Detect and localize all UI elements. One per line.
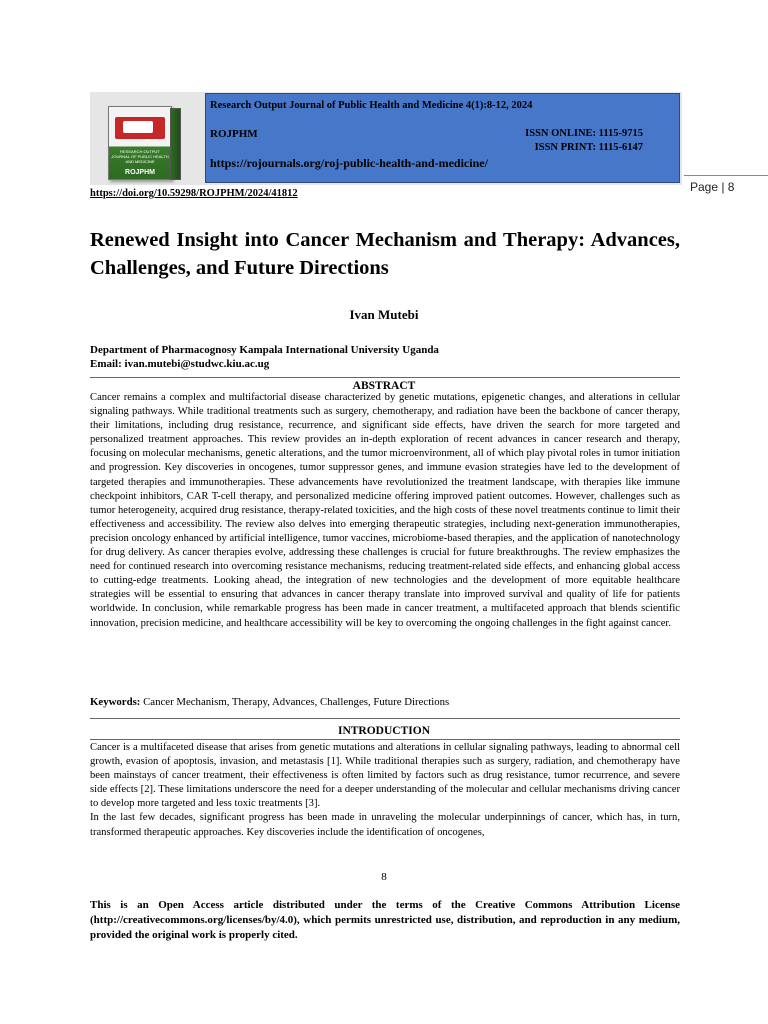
cover-title-text: RESEARCH OUTPUT JOURNAL OF PUBLIC HEALTH AND MEDICINE (111, 149, 169, 164)
affiliation-email: Email: ivan.mutebi@studwc.kiu.ac.ug (90, 358, 270, 370)
introduction-heading: INTRODUCTION (337, 725, 430, 737)
keywords-label: Keywords: (90, 696, 141, 708)
introduction-rule (90, 739, 680, 740)
page-number: 8 (381, 871, 387, 883)
author-name: Ivan Mutebi (349, 307, 419, 322)
introduction-paragraph-1: Cancer is a multifaceted disease that arises from genetic mutations and alterations in cellular signaling pathways, leading to abnormal cell growth, evasion of apoptosis, invasion, and metastasis [1]. While traditional therapies such as surgery, radiation, and chemotherapy have been mainstays of cancer treatment, their effectiveness is often limited by factors such as drug resistance, tumor recurrence, and severe side effects [2]. These limitations underscore the need for a deeper understanding of the molecular and cellular mechanisms driving cancer to develop more targeted and less toxic treatments [3]. (90, 742, 680, 810)
author-affiliation (90, 343, 439, 371)
cover-front (108, 106, 172, 180)
page-rule (684, 175, 768, 176)
issn-online: ISSN ONLINE: 1115-9715 (525, 128, 643, 139)
introduction-paragraph-2: In the last few decades, significant progress has been made in unraveling the molecular underpinnings of cancer, which has, in turn, transformed therapeutic approaches. Key discoveries include the identification of oncogenes, (90, 812, 680, 838)
abstract-bottom-rule (90, 718, 680, 719)
introduction-text (90, 741, 680, 840)
keywords-line (90, 696, 449, 708)
affiliation-department: Department of Pharmacognosy Kampala International University Uganda (90, 344, 439, 356)
keywords-list: Cancer Mechanism, Therapy, Advances, Challenges, Future Directions (140, 696, 450, 708)
abstract-text: Cancer remains a complex and multifactorial disease characterized by genetic mutations, epigenetic changes, and alterations in cellular signaling pathways. While traditional treatments such as surgery, chemotherapy, and radiation have been the backbone of cancer therapy, their limitations, including drug resistance, recurrence, and significant side effects, have driven the search for more targeted and personalized treatment approaches. This review provides an in-depth exploration of recent advances in cancer research and therapy, focusing on molecular mechanisms, genetic alterations, and the tumor microenvironment, all of which play pivotal roles in tumor initiation and progression. Key discoveries in oncogenes, tumor suppressor genes, and immune evasion strategies have led to the development of targeted therapies and immunotherapies. These advancements have revolutionized the treatment landscape, with therapies like immune checkpoint inhibitors, CAR T-cell therapy, and personalized medicine offering improved patient outcomes. However, challenges such as tumor heterogeneity, acquired drug resistance, therapy-related toxicities, and the high costs of these novel treatments continue to limit their effectiveness and accessibility. The review also delves into emerging therapeutic strategies, including next-generation immunotherapies, precision oncology enhanced by artificial intelligence, tumor vaccines, microbiome-based therapies, and the application of nanotechnology for drug delivery. As cancer therapies evolve, addressing these challenges is crucial for future breakthroughs. The review emphasizes the need for continued research into overcoming resistance mechanisms, reducing treatment-related side effects, and enhancing global access to cutting-edge treatments. Looking ahead, the integration of new technologies and the development of more equitable healthcare strategies will be essential to ensuring that advances in cancer therapy translate into improved survival and quality of life for patients worldwide. In conclusion, while remarkable progress has been made in cancer treatment, a multifaceted approach that blends scientific innovation, precision medicine, and healthcare accessibility will be key to overcoming the ongoing challenges in the fight against cancer. (90, 392, 680, 629)
doi-link[interactable]: https://doi.org/10.59298/ROJPHM/2024/41812 (90, 188, 298, 199)
paper-title: Renewed Insight into Cancer Mechanism and Therapy: Advances, Challenges, and Future Directions (90, 229, 680, 279)
cover-logo-text: ROJPHM (125, 169, 155, 176)
cover-spine (170, 108, 181, 180)
journal-url-link[interactable]: https://rojournals.org/roj-public-health-and-medicine/ (210, 156, 488, 170)
page-label: Page | 8 (690, 180, 735, 194)
cover-white-box (123, 121, 153, 133)
journal-info-box (205, 93, 680, 183)
journal-abbreviation: ROJPHM (210, 128, 258, 140)
license-note: This is an Open Access article distributed under the terms of the Creative Commons Attribution License (http://creativecommons.org/licenses/by/4.0), which permits unrestricted use, distribution, and reproduction in any medium, provided the original work is properly cited. (90, 899, 680, 941)
journal-name: Research Output Journal of Public Health and Medicine 4(1):8-12, 2024 (210, 100, 533, 111)
abstract-heading: ABSTRACT (352, 380, 416, 392)
issn-print: ISSN PRINT: 1115-6147 (534, 142, 643, 153)
journal-cover-image (100, 104, 190, 182)
abstract-top-rule (90, 377, 680, 378)
